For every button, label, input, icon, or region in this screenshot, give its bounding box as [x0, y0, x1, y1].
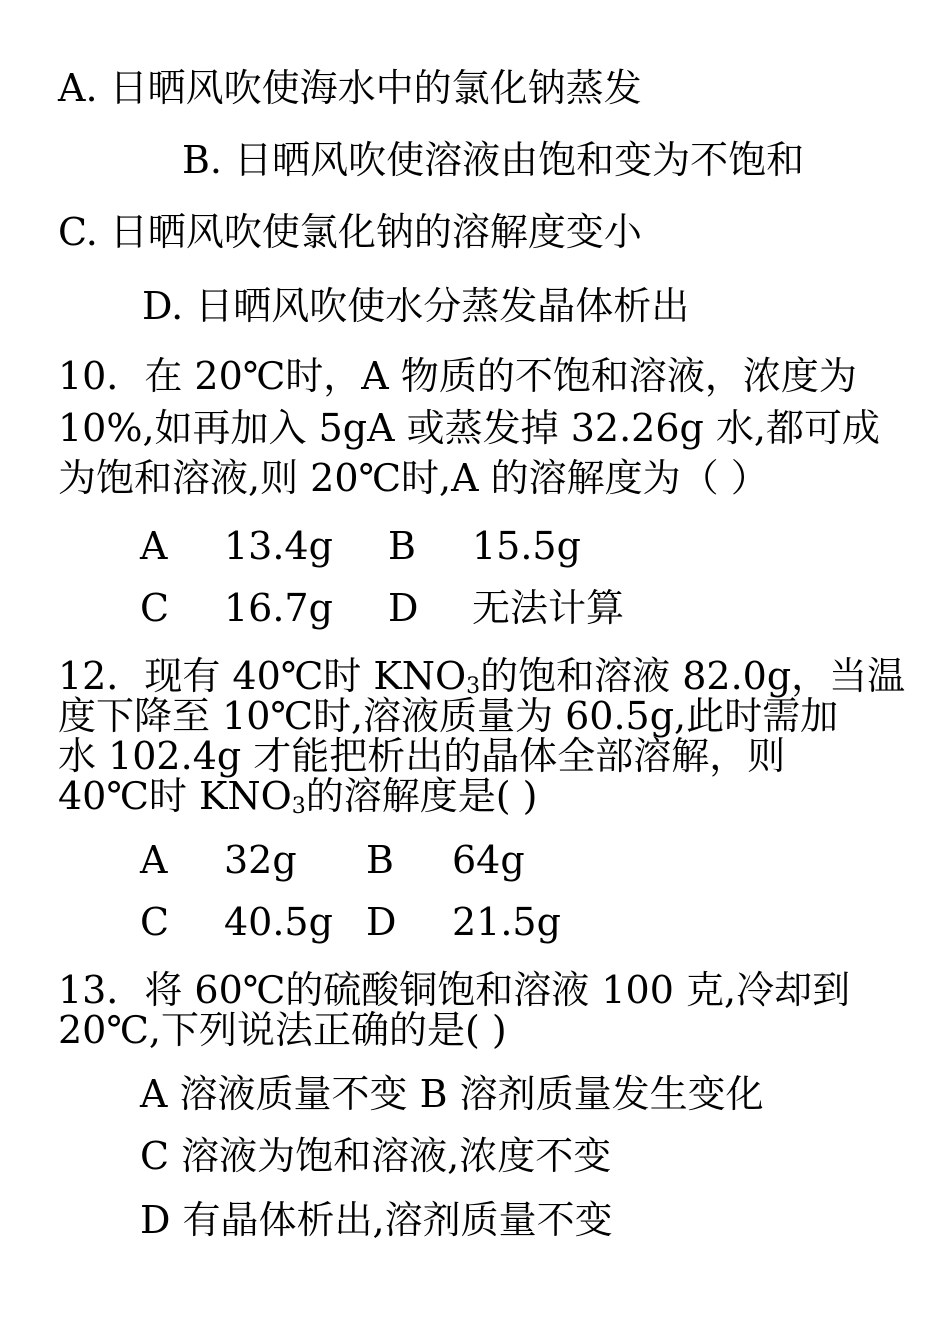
q10-option-c-value: 16.7g	[224, 586, 333, 630]
q10-stem-line1: 10．在 20℃时，A 物质的不饱和溶液，浓度为	[58, 354, 857, 398]
q10-stem-line2: 10%,如再加入 5gA 或蒸发掉 32.26g 水,都可成	[58, 406, 880, 450]
q13-option-ab: A 溶液质量不变 B 溶剂质量发生变化	[140, 1072, 764, 1116]
q12-line1-subscript: 3	[466, 674, 481, 699]
q10-options-row1	[0, 524, 950, 568]
q12-line1-text-cont: 的饱和溶液 82.0g，当温	[480, 654, 906, 698]
q12-stem-line4	[58, 774, 537, 829]
q12-options-row1	[0, 838, 950, 882]
q9-option-b: B. 日晒风吹使溶液由饱和变为不饱和	[182, 138, 805, 182]
q9-option-a: A. 日晒风吹使海水中的氯化钠蒸发	[58, 66, 642, 110]
q12-stem-line3: 水 102.4g 才能把析出的晶体全部溶解，则	[58, 734, 786, 778]
q9-option-d: D. 日晒风吹使水分蒸发晶体析出	[142, 284, 690, 328]
q13-option-c: C 溶液为饱和溶液,浓度不变	[140, 1134, 612, 1178]
q13-stem-line2: 20℃,下列说法正确的是( )	[58, 1008, 507, 1052]
q12-option-b-value: 64g	[452, 838, 525, 882]
q12-line1-text: 12．现有 40℃时 KNO	[58, 654, 467, 698]
q9-option-c: C. 日晒风吹使氯化钠的溶解度变小	[58, 210, 642, 254]
q12-option-d-value: 21.5g	[452, 900, 561, 944]
q12-option-d-letter: D	[366, 900, 397, 944]
q13-stem-line1: 13．将 60℃的硫酸铜饱和溶液 100 克,冷却到	[58, 968, 851, 1012]
q10-option-a-letter: A	[140, 524, 168, 568]
q12-option-c-letter: C	[140, 900, 170, 944]
q10-option-b-letter: B	[388, 524, 416, 568]
q12-option-a-letter: A	[140, 838, 168, 882]
q10-option-a-value: 13.4g	[224, 524, 333, 568]
q10-option-d-letter: D	[388, 586, 419, 630]
q13-option-d: D 有晶体析出,溶剂质量不变	[140, 1198, 613, 1242]
q12-option-b-letter: B	[366, 838, 394, 882]
q12-option-c-value: 40.5g	[224, 900, 333, 944]
q10-stem-line3: 为饱和溶液,则 20℃时,A 的溶解度为（ ）	[58, 456, 769, 500]
q10-option-b-value: 15.5g	[472, 524, 581, 568]
q12-line4-text: 40℃时 KNO	[58, 774, 292, 818]
q12-option-a-value: 32g	[224, 838, 297, 882]
q10-options-row2	[0, 586, 950, 630]
q12-stem-line2: 度下降至 10℃时,溶液质量为 60.5g,此时需加	[58, 694, 839, 738]
q10-option-d-value: 无法计算	[472, 586, 625, 630]
q12-line4-subscript: 3	[291, 794, 306, 819]
q12-options-row2	[0, 900, 950, 944]
q10-option-c-letter: C	[140, 586, 170, 630]
q12-line4-text-cont: 的溶解度是( )	[305, 774, 538, 818]
